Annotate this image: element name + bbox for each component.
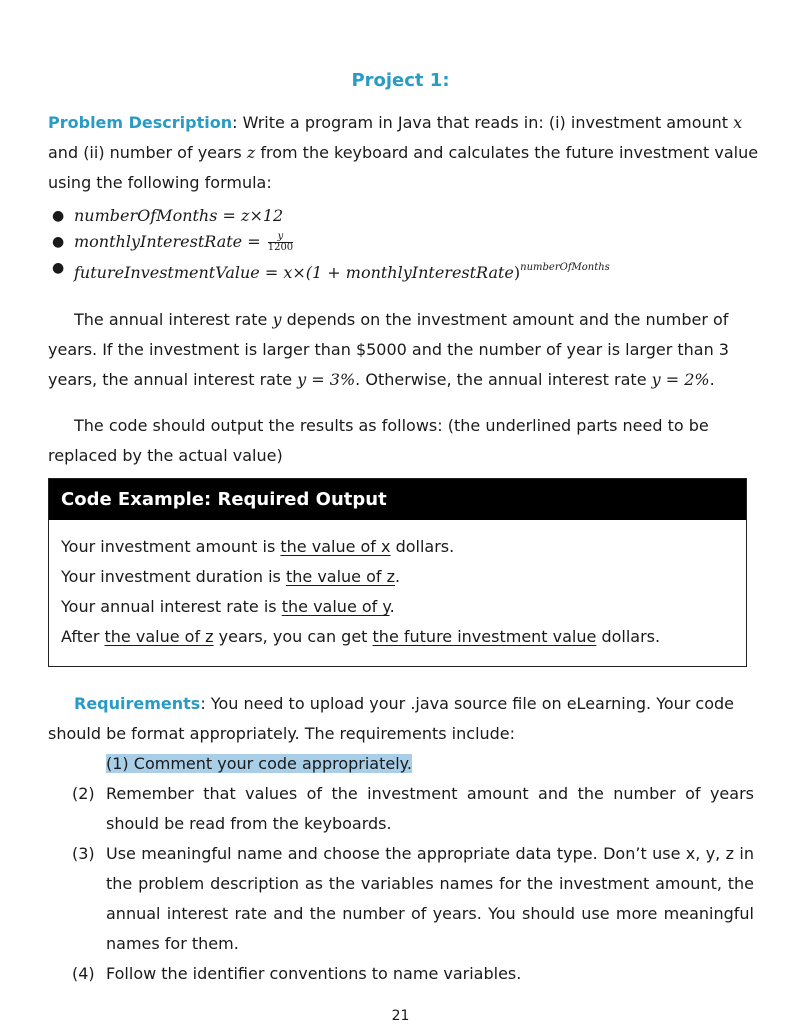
formula-future-value: ● futureInvestmentValue = x×(1 + monthlyInterestRate)$^{numberOfMonths}$: [48, 255, 754, 281]
output-line-1: Your investment amount is the value of x dollars.: [61, 537, 455, 556]
requirement-item-3: (3) Use meaningful name and choose the appropriate data type. Don’t use x, y, z in the problem description as the variables names for the investment amount, the annual interest rate and the number of years. You should use more meaningful names for them.: [72, 844, 754, 953]
requirements-paragraph: Requirements: You need to upload your .java source file on eLearning. Your code should be format appropriately. The requirements include:: [48, 694, 735, 743]
output-line-2: Your investment duration is the value of z.: [61, 567, 401, 586]
project-title: Project 1:: [351, 70, 450, 91]
requirement-item-4: (4) Follow the identifier conventions to name variables.: [72, 964, 522, 983]
bullet-icon: ●: [52, 260, 65, 276]
problem-line-2: and (ii) number of years z from the keyboard and calculates the future investment value: [48, 143, 759, 162]
code-example-body: [49, 520, 746, 652]
requirements-label: Requirements: [74, 694, 201, 713]
bullet-icon: ●: [52, 208, 65, 224]
highlighted-requirement: (1) Comment your code appropriately.: [106, 754, 412, 773]
formula-list: [48, 203, 754, 281]
fraction: $\frac{y}{1200}$: [267, 231, 294, 253]
bullet-icon: ●: [52, 234, 65, 250]
requirement-item-1: [72, 749, 754, 779]
output-line-4: After the value of z years, you can get the future investment value dollars.: [61, 627, 661, 646]
requirement-item-2: (2) Remember that values of the investment amount and the number of years should be read from the keyboards.: [72, 784, 754, 833]
page-number: 21: [391, 1008, 410, 1024]
code-example-box: [48, 478, 747, 667]
interest-rate-paragraph: The annual interest rate y depends on the investment amount and the number of years. If the investment is larger than $5000 and the number of year is larger than 3 years, the annual interest rate y = 3%. Otherwise, the annual interest rate y = 2%.: [48, 310, 729, 389]
requirements-list: [72, 749, 754, 989]
output-line-3: Your annual interest rate is the value of y.: [61, 597, 395, 616]
problem-label: Problem Description: [48, 113, 233, 132]
formula-months: ● numberOfMonths = z×12: [48, 203, 754, 229]
output-intro-paragraph: The code should output the results as follows: (the underlined parts need to be replaced by the actual value): [48, 416, 709, 465]
code-example-header: Code Example: Required Output: [49, 479, 746, 520]
problem-line-3: using the following formula:: [48, 173, 272, 192]
problem-description: [48, 108, 759, 198]
problem-line-1: Problem Description: Write a program in Java that reads in: (i) investment amount x: [48, 113, 743, 132]
formula-monthly-rate: ● monthlyInterestRate = $\frac{y}{1200}$: [52, 231, 294, 253]
